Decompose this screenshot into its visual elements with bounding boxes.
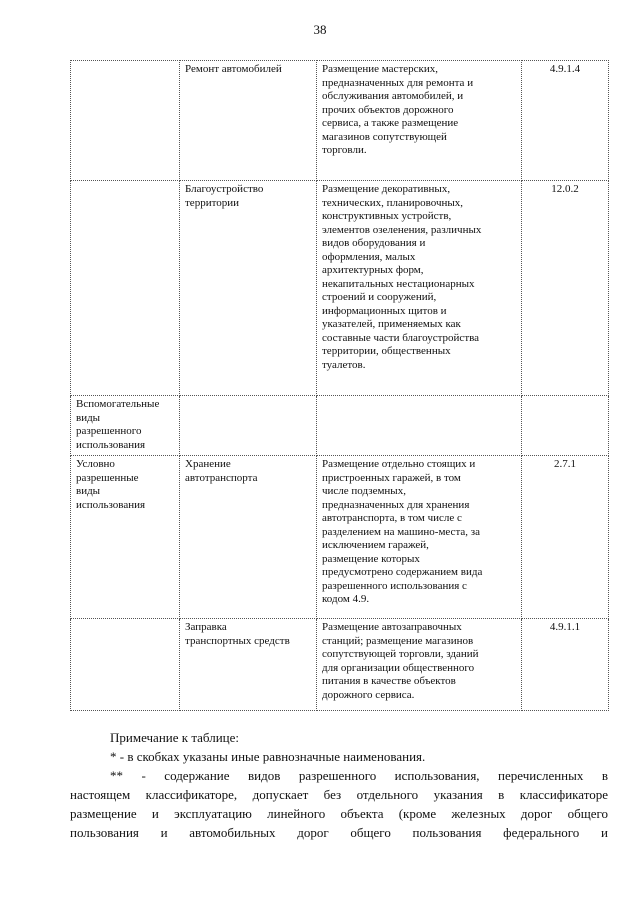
table-row — [71, 456, 609, 619]
description-line: указателей, применяемых как — [322, 318, 461, 330]
description-line: составные части благоустройства — [322, 331, 480, 344]
use-cell — [180, 61, 317, 181]
group-name: виды — [76, 411, 101, 424]
description-line: Размещение отдельно стоящих и — [322, 458, 476, 470]
description-line: станций; размещение магазинов — [322, 634, 474, 647]
code-cell: 2.7.1 — [522, 456, 609, 619]
description-line: информационных щитов и — [322, 304, 447, 317]
table-row — [71, 396, 609, 456]
description-line: территории, общественных — [322, 345, 451, 357]
use-name: Благоустройство — [185, 183, 264, 195]
description-line: числе подземных, — [322, 485, 406, 497]
description-cell — [317, 61, 522, 181]
description-line: магазинов сопутствующей — [322, 130, 447, 143]
description-line: Размещение декоративных, — [322, 183, 451, 195]
code-cell — [522, 396, 609, 456]
description-line: конструктивных устройств, — [322, 210, 452, 222]
description-line: автотранспорта, в том числе с — [322, 512, 462, 524]
description-line: строений и сооружений, — [322, 291, 437, 303]
note-line: пользования и автомобильных дорог общего пользования федерального и — [70, 825, 608, 840]
description-line: некапитальных нестационарных — [322, 277, 475, 290]
group-cell — [71, 456, 180, 619]
description-line: питания в качестве объектов — [322, 675, 456, 687]
code-cell: 4.9.1.1 — [522, 619, 609, 711]
group-name: использования — [76, 438, 146, 451]
use-name: Заправка — [185, 621, 227, 633]
description-cell — [317, 619, 522, 711]
note-line: ** - содержание видов разрешенного использования, перечисленных в — [110, 768, 608, 783]
table-row — [71, 61, 609, 181]
use-cell — [180, 456, 317, 619]
description-line: кодом 4.9. — [322, 593, 370, 605]
description-line: архитектурных форм, — [322, 264, 424, 276]
note-double-asterisk — [70, 766, 608, 842]
use-name: транспортных средств — [185, 634, 290, 647]
code-cell: 12.0.2 — [522, 181, 609, 396]
group-name: Вспомогательные — [76, 398, 160, 410]
description-line: технических, планировочных, — [322, 196, 464, 209]
note-asterisk: * - в скобках указаны иные равнозначные наименования. — [110, 749, 426, 764]
description-line: исключением гаражей, — [322, 539, 429, 551]
group-name: использования — [76, 498, 146, 511]
description-line: разделением на машино-места, за — [322, 525, 480, 538]
description-line: Размещение автозаправочных — [322, 621, 462, 633]
description-line: обслуживания автомобилей, и — [322, 90, 464, 102]
group-cell — [71, 396, 180, 456]
description-line: торговли. — [322, 144, 367, 156]
description-cell — [317, 181, 522, 396]
group-name: разрешенные — [76, 471, 139, 484]
description-line: дорожного сервиса. — [322, 688, 415, 701]
note-line: размещение и эксплуатацию линейного объекта (кроме железных дорог общего — [70, 806, 608, 821]
group-cell — [71, 181, 180, 396]
code-cell: 4.9.1.4 — [522, 61, 609, 181]
note-title: Примечание к таблице: — [110, 730, 240, 745]
use-cell — [180, 181, 317, 396]
group-cell — [71, 61, 180, 181]
page-number: 38 — [313, 22, 327, 37]
description-line: сервиса, а также размещение — [322, 117, 459, 129]
use-cell — [180, 396, 317, 456]
description-line: прочих объектов дорожного — [322, 103, 454, 116]
description-line: размещение которых — [322, 552, 420, 565]
table-row — [71, 619, 609, 711]
description-line: пристроенных гаражей, в том — [322, 471, 461, 484]
description-line: предусмотрено содержанием вида — [322, 566, 483, 578]
use-name: территории — [185, 196, 240, 209]
use-name: Хранение — [185, 458, 231, 470]
table-row — [71, 181, 609, 396]
description-line: туалетов. — [322, 358, 366, 371]
description-line: разрешенного использования с — [322, 579, 467, 592]
description-cell — [317, 456, 522, 619]
group-name: разрешенного — [76, 425, 142, 437]
description-line: Размещение мастерских, — [322, 63, 438, 75]
description-line: предназначенных для ремонта и — [322, 76, 474, 89]
group-cell — [71, 619, 180, 711]
use-name: автотранспорта — [185, 471, 258, 484]
description-line: оформления, малых — [322, 250, 416, 263]
note-line: настоящем классификаторе, допускает без отдельного указания в классификаторе — [70, 787, 608, 802]
description-line: для организации общественного — [322, 661, 475, 674]
use-cell — [180, 619, 317, 711]
description-line: элементов озеленения, различных — [322, 223, 482, 236]
land-use-table — [70, 60, 609, 711]
description-line: сопутствующей торговли, зданий — [322, 648, 479, 660]
use-name: Ремонт автомобилей — [185, 63, 282, 75]
description-line: предназначенных для хранения — [322, 498, 470, 511]
group-name: виды — [76, 485, 101, 497]
group-name: Условно — [76, 458, 115, 470]
description-cell — [317, 396, 522, 456]
description-line: видов оборудования и — [322, 237, 426, 249]
